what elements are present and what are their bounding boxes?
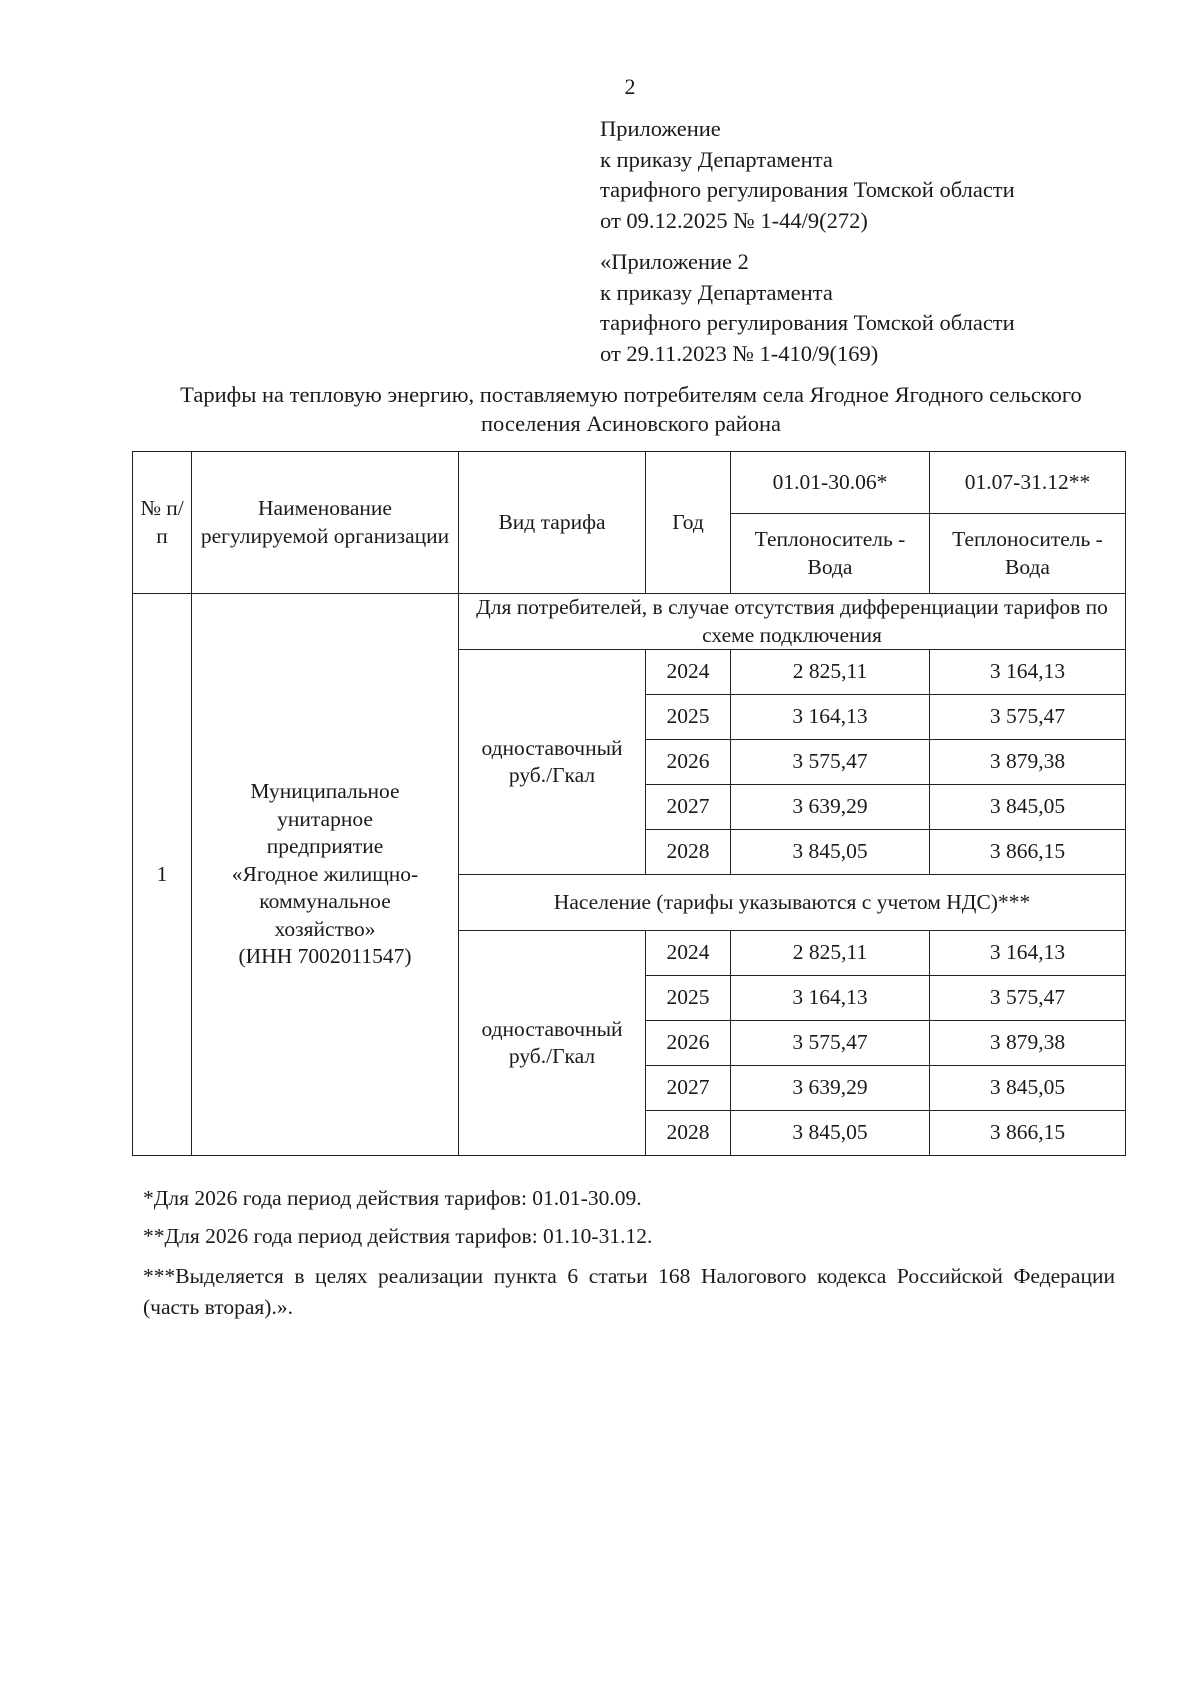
tariff-value-period-2: 3 575,47 <box>930 976 1126 1021</box>
document-title: Тарифы на тепловую энергию, поставляемую потребителям села Ягодное Ягодного сельского поселения Асиновского района <box>180 382 1082 436</box>
appendix-current-line: от 09.12.2025 № 1-44/9(272) <box>600 207 868 233</box>
organization-line: «Ягодное жилищно- <box>231 861 419 886</box>
tariff-value-period-2: 3 164,13 <box>930 650 1126 695</box>
appendix-current-line: Приложение <box>600 116 721 141</box>
row-number-cell: 1 <box>133 594 192 1156</box>
footnote: *Для 2026 года период действия тарифов: 01.01-30.09. <box>143 1186 642 1210</box>
tariff-value-period-2: 3 575,47 <box>930 695 1126 740</box>
tariff-value-period-2: 3 879,38 <box>930 740 1126 785</box>
tariff-value-period-1: 3 164,13 <box>731 976 930 1021</box>
header-year: Год <box>646 452 731 594</box>
page-number: 2 <box>624 74 636 99</box>
tariff-value-period-1: 3 845,05 <box>731 830 930 875</box>
tariff-value-period-2: 3 845,05 <box>930 1066 1126 1111</box>
tariff-type-cell: одноставочный руб./Гкал <box>459 931 646 1156</box>
organization-line: унитарное <box>277 806 373 831</box>
appendix-original-header <box>600 247 1015 369</box>
section-heading: Население (тарифы указываются с учетом НДС)*** <box>459 875 1126 931</box>
appendix-original-line: тарифного регулирования Томской области <box>600 310 1015 335</box>
organization-cell <box>192 594 459 1156</box>
year-cell: 2026 <box>646 740 731 785</box>
tariff-value-period-1: 2 825,11 <box>731 931 930 976</box>
appendix-current-line: к приказу Департамента <box>600 146 833 172</box>
header-carrier-2: Теплоноситель - Вода <box>930 514 1126 594</box>
tariff-value-period-1: 3 575,47 <box>731 1021 930 1066</box>
header-organization: Наименование регулируемой организации <box>192 452 459 594</box>
tariff-value-period-1: 3 639,29 <box>731 1066 930 1111</box>
year-cell: 2027 <box>646 785 731 830</box>
tariff-value-period-2: 3 866,15 <box>930 1111 1126 1156</box>
appendix-current-line: тарифного регулирования Томской области <box>600 177 1015 202</box>
tariff-value-period-1: 3 845,05 <box>731 1111 930 1156</box>
footnote: ***Выделяется в целях реализации пункта 6 статьи 168 Налогового кодекса Российской Федерации (часть вторая).». <box>143 1264 1115 1319</box>
tariff-value-period-2: 3 845,05 <box>930 785 1126 830</box>
header-tariff-type: Вид тарифа <box>459 452 646 594</box>
tariff-value-period-1: 2 825,11 <box>731 650 930 695</box>
organization-line: предприятие <box>266 834 384 859</box>
section-heading: Для потребителей, в случае отсутствия дифференциации тарифов по схеме подключения <box>459 594 1126 650</box>
appendix-original-line: к приказу Департамента <box>600 279 833 305</box>
table-header-row <box>133 452 1126 514</box>
year-cell: 2028 <box>646 830 731 875</box>
year-cell: 2028 <box>646 1111 731 1156</box>
tariff-type-cell: одноставочный руб./Гкал <box>459 650 646 875</box>
appendix-original-line: «Приложение 2 <box>600 249 749 274</box>
year-cell: 2025 <box>646 695 731 740</box>
footnote: **Для 2026 года период действия тарифов: 01.10-31.12. <box>143 1224 653 1248</box>
header-carrier-1: Теплоноситель - Вода <box>731 514 930 594</box>
header-period-1: 01.01-30.06* <box>731 452 930 514</box>
header-period-2: 01.07-31.12** <box>930 452 1126 514</box>
tariff-value-period-2: 3 164,13 <box>930 931 1126 976</box>
year-cell: 2024 <box>646 650 731 695</box>
organization-line: коммунальное <box>259 889 391 914</box>
appendix-current-header <box>600 114 1015 236</box>
year-cell: 2024 <box>646 931 731 976</box>
tariff-value-period-1: 3 575,47 <box>731 740 930 785</box>
organization-line: хозяйство» <box>274 916 376 941</box>
year-cell: 2025 <box>646 976 731 1021</box>
tariff-value-period-1: 3 164,13 <box>731 695 930 740</box>
tariff-value-period-1: 3 639,29 <box>731 785 930 830</box>
organization-line: (ИНН 7002011547) <box>238 944 412 969</box>
header-number: № п/п <box>133 452 192 594</box>
appendix-original-line: от 29.11.2023 № 1-410/9(169) <box>600 340 879 366</box>
tariff-value-period-2: 3 879,38 <box>930 1021 1126 1066</box>
year-cell: 2027 <box>646 1066 731 1111</box>
tariff-table <box>132 451 1126 1156</box>
section-heading-row <box>133 594 1126 650</box>
year-cell: 2026 <box>646 1021 731 1066</box>
tariff-value-period-2: 3 866,15 <box>930 830 1126 875</box>
organization-line: Муниципальное <box>250 779 400 804</box>
